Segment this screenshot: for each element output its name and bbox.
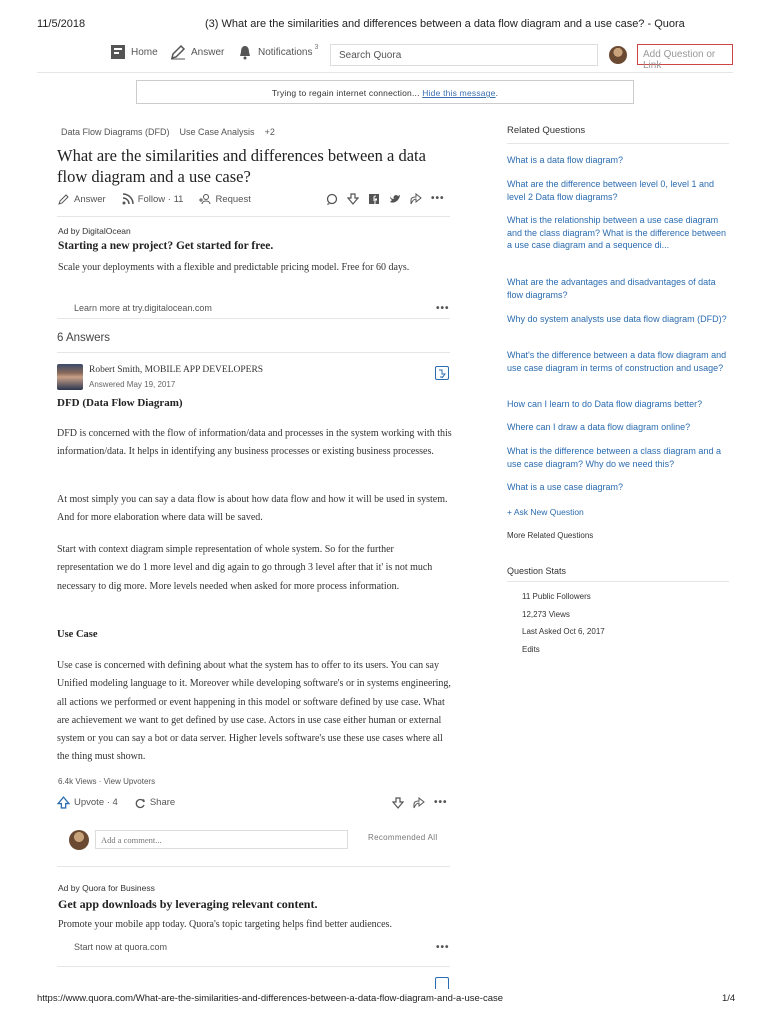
more-options-icon[interactable]: ••• (431, 193, 445, 204)
divider (57, 966, 450, 967)
print-date: 11/5/2018 (37, 18, 86, 30)
answer-label: Answer (74, 193, 106, 205)
stat-views: 12,273 Views (522, 610, 570, 619)
hide-message-link[interactable]: Hide this message (422, 88, 496, 98)
related-question[interactable]: Why do system analysts use data flow diagram (DFD)? (507, 314, 727, 324)
related-question[interactable]: How can I learn to do Data flow diagrams better? (507, 399, 703, 409)
author-name[interactable]: Robert Smith, MOBILE APP DEVELOPERS (89, 365, 264, 375)
nav-notifications-label: Notifications (258, 46, 313, 58)
nav-answer-label: Answer (191, 46, 225, 58)
refresh-share-icon (134, 797, 146, 809)
ad-title[interactable]: Starting a new project? Get started for free. (58, 240, 274, 252)
notice-end: . (495, 88, 499, 98)
notice-text: Trying to regain internet connection... (271, 88, 423, 98)
related-question[interactable]: What are the difference between level 0, level 1 and level 2 Data flow diagrams? (507, 179, 714, 202)
facebook-icon[interactable] (368, 193, 380, 205)
views-upvoters[interactable]: 6.4k Views · View Upvoters (58, 777, 156, 786)
related-question[interactable]: What is the relationship between a use case diagram and the class diagram? What is the difference between a use case diagram and a sequence di... (507, 215, 726, 250)
related-heading: Related Questions (507, 125, 586, 136)
answer-heading-dfd: DFD (Data Flow Diagram) (57, 397, 183, 409)
ad2-link[interactable]: Start now at quora.com (74, 942, 168, 952)
comment-input[interactable]: Add a comment... (95, 830, 348, 849)
stats-divider (507, 581, 729, 582)
answer-paragraph-4: Use case is concerned with defining about what the system has to offer to its users. You can say Unified modeling language to it. Moreover while developing software's or in systems engineering, all actions we performed or event happening in this model or software defined by use case. What are achievement we want to get defined by use case. Actors in use case either human or external system or you can say a bot or data server. Higher levels software's use these use cases where all the thing must shown. (57, 660, 451, 763)
nav-answer[interactable] (170, 44, 224, 60)
answers-count: 6 Answers (57, 332, 111, 344)
ad-link[interactable]: Learn more at try.digitalocean.com (74, 303, 212, 313)
nav-home-label: Home (131, 46, 158, 58)
downvote-icon[interactable] (392, 797, 404, 809)
topic-list (61, 127, 275, 137)
print-page-number: 1/4 (722, 993, 736, 1004)
question-title[interactable]: What are the similarities and differences between a data flow diagram and a use case? (57, 146, 426, 186)
stat-last-asked: Last Asked Oct 6, 2017 (522, 627, 605, 636)
share-label: Share (149, 797, 176, 808)
related-question[interactable]: What is the difference between a class diagram and a use case diagram? Why do we need this? (507, 446, 721, 469)
pin-icon (436, 368, 448, 380)
stat-edits[interactable]: Edits (522, 645, 540, 654)
answer-button[interactable] (58, 193, 106, 205)
related-divider (507, 143, 729, 144)
topic-use-case[interactable]: Use Case Analysis (179, 127, 255, 137)
answer-more-icon[interactable]: ••• (434, 797, 448, 808)
bookmark-icon[interactable] (435, 366, 449, 380)
bell-icon (237, 44, 253, 60)
topic-dfd[interactable]: Data Flow Diagrams (DFD) (61, 127, 170, 137)
question-icon-row (326, 193, 445, 205)
print-page-title: (3) What are the similarities and differences between a data flow diagram and a use case? - Quora (205, 18, 685, 30)
stats-heading: Question Stats (507, 566, 567, 576)
answer-paragraph-3: Start with context diagram simple representation of whole system. So for the further representation we do 1 more level and dig again to go through 3 level after that it' is not much necessary to dig more. More levels needed when asked for more process information. (57, 544, 433, 592)
request-label: Request (215, 193, 251, 205)
answer-icon-row (392, 797, 448, 809)
answer-actions (57, 796, 175, 809)
divider (57, 216, 450, 217)
rss-icon (122, 193, 134, 205)
downvote-icon[interactable] (347, 193, 359, 205)
question-actions (58, 193, 251, 205)
more-related-link[interactable]: More Related Questions (507, 531, 594, 540)
follow-button[interactable] (122, 193, 184, 205)
notification-count: 3 (314, 43, 319, 51)
print-url: https://www.quora.com/What-are-the-similarities-and-differences-between-a-data-flow-diagram-and-a-use-case (37, 993, 504, 1004)
related-question[interactable]: What is a data flow diagram? (507, 155, 624, 165)
divider (57, 318, 450, 319)
author-avatar[interactable] (57, 364, 83, 390)
connection-notice (136, 80, 634, 104)
ad-more-icon[interactable]: ••• (436, 303, 450, 314)
follow-label: Follow · 11 (137, 193, 184, 205)
answer-heading-use-case: Use Case (57, 629, 98, 640)
topic-more[interactable]: +2 (264, 127, 275, 137)
answer-paragraph-1: DFD is concerned with the flow of information/data and processes in the system working with this information/data. It helps in identifying any business processes or existing business processes. (57, 428, 452, 458)
pencil-icon (170, 44, 186, 60)
related-question[interactable]: What is a use case diagram? (507, 482, 624, 492)
share-button[interactable] (134, 797, 175, 809)
upvote-label: Upvote · 4 (74, 797, 118, 808)
twitter-icon[interactable] (389, 193, 401, 205)
home-icon (110, 44, 126, 60)
related-question[interactable]: Where can I draw a data flow diagram online? (507, 422, 691, 432)
header-divider (37, 72, 733, 73)
ad2-more-icon[interactable]: ••• (436, 942, 450, 953)
ad-body: Scale your deployments with a flexible and predictable pricing model. Free for 60 days. (58, 262, 410, 273)
upvote-icon (57, 796, 70, 809)
comment-icon[interactable] (326, 193, 338, 205)
next-answer-bookmark-icon[interactable] (435, 977, 449, 989)
answer-icon (58, 193, 70, 205)
divider (57, 866, 450, 867)
add-user-icon (199, 193, 211, 205)
search-input[interactable]: Search Quora (330, 44, 598, 66)
add-question-button[interactable]: Add Question or Link (637, 44, 733, 65)
answered-date[interactable]: Answered May 19, 2017 (89, 380, 176, 389)
nav-notifications[interactable] (237, 44, 318, 60)
ad2-label: Ad by Quora for Business (58, 883, 155, 893)
answer-paragraph-2: At most simply you can say a data flow is about how data flow and how it will be used in system. And for more elaboration where data will be saved. (57, 494, 448, 524)
request-button[interactable] (199, 193, 250, 205)
share-icon[interactable] (413, 797, 425, 809)
ad2-title[interactable]: Get app downloads by leveraging relevant content. (58, 897, 318, 911)
stat-followers[interactable]: 11 Public Followers (522, 592, 591, 601)
comment-sort[interactable]: Recommended All (368, 833, 438, 842)
ad-label: Ad by DigitalOcean (58, 226, 131, 236)
upvote-button[interactable] (57, 796, 118, 809)
ask-new-question-link[interactable]: + Ask New Question (507, 507, 584, 517)
share-icon[interactable] (410, 193, 422, 205)
related-question[interactable]: What's the difference between a data flow diagram and use case diagram in terms of construction and usage? (507, 350, 727, 373)
divider (57, 352, 450, 353)
related-question[interactable]: What are the advantages and disadvantages of data flow diagrams? (507, 277, 716, 300)
avatar[interactable] (609, 46, 627, 64)
commenter-avatar (69, 830, 89, 850)
nav-home[interactable] (110, 44, 158, 60)
ad2-body: Promote your mobile app today. Quora's topic targeting helps find better audiences. (58, 919, 392, 930)
